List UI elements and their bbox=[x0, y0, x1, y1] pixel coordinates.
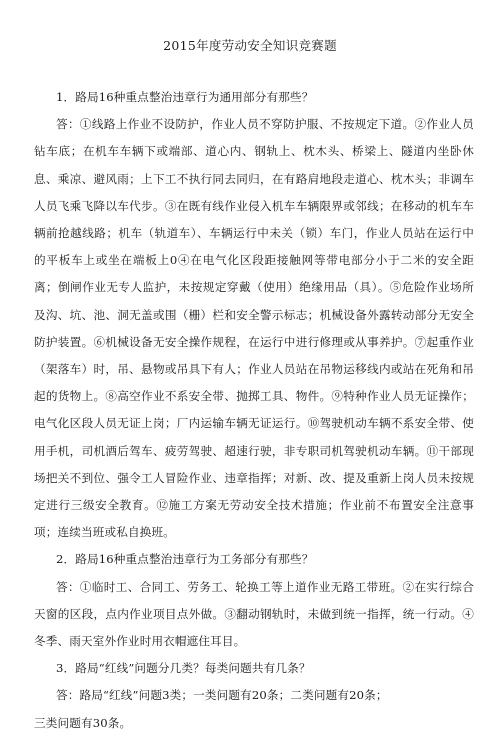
answer-2: 答：①临时工、合同工、劳务工、轮换工等上道作业无路工带班。②在实行综合天窗的区段，点内作业项目点外做。③翻动钢轨时，未做到统一指挥，统一行动。④冬季、雨天室外作业时用衣帽遮住耳目。 bbox=[34, 579, 474, 649]
answer-1: 答：①线路上作业不设防护，作业人员不穿防护服、不按规定下道。②作业人员钻车底；在机车车辆下或端部、道心内、钢轨上、枕木头、桥梁上、隧道内坐卧休息、乘凉、避风雨；上下工不执行同去同归，在有路肩地段走道心、枕木头；非调车人员飞乘飞降以车代步。③在既有线作业侵入机车车辆限界或邻线；在移动的机车车辆前抢越线路；机车（轨道车）、车辆运行中未关（锁）车门，作业人员站在运行中的平板车上或坐在端板上0④在电气化区段距接触网等带电部分小于二米的安全距离；倒闸作业无专人监护，未按规定穿戴（使用）绝缘用品（具）。⑤危险作业场所及沟、坑、池、洞无盖或围（栅）栏和安全警示标志；机械设备外露转动部分无安全防护装置。⑥机械设备无安全操作规程，在运行中进行修理或从事养护。⑦起重作业（架落车）时，吊、悬物或吊具下有人；作业人员站在吊物运移线内或站在死角和吊起的货物上。⑧高空作业不系安全带、抛掷工具、物件。⑨特种作业人员无证操作；电气化区段人员无证上岗；厂内运输车辆无证运行。⑩驾驶机动车辆不系安全带、使用手机，司机酒后驾车、疲劳驾驶、超速行驶，非专职司机驾驶机动车辆。⑪干部现场把关不到位、强令工人冒险作业、违章指挥；对新、改、提及重新上岗人员未按规定进行三级安全教育。⑫施工方案无劳动安全技术措施；作业前不布置安全注意事项；连续当班或私自换班。 bbox=[34, 117, 474, 540]
answer-3-line-1: 答：路局“红线”问题3类；一类问题有20条；二类问题有20条； bbox=[56, 688, 388, 703]
question-1: 1．路局16种重点整治违章行为通用部分有那些？ bbox=[56, 90, 314, 104]
page-title: 2015年度劳动安全知识竞赛题 bbox=[163, 38, 337, 53]
question-2: 2．路局16种重点整治违章行为工务部分有那些？ bbox=[56, 552, 314, 567]
question-3: 3．路局“红线”问题分几类？每类问题共有几条？ bbox=[56, 661, 311, 676]
answer-3-line-2: 三类问题有30条。 bbox=[34, 715, 132, 730]
document-body bbox=[34, 84, 474, 737]
